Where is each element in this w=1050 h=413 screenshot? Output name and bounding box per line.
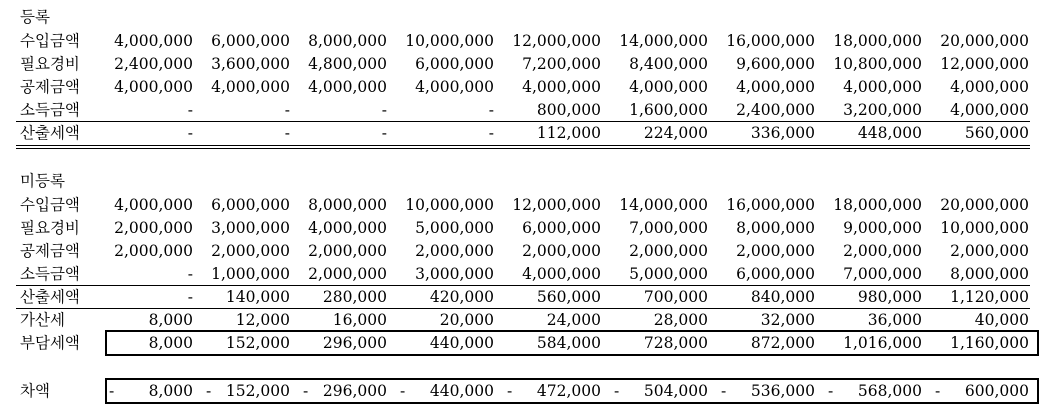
value-cell: 6,000,000 (211, 196, 290, 214)
value-cell: 8,400,000 (629, 55, 708, 73)
value-cell: 8,000,000 (308, 32, 387, 50)
value-cell: 840,000 (750, 288, 815, 306)
value-cell: 800,000 (536, 101, 601, 119)
unregistered-row (0, 217, 1050, 240)
value-cell: 3,000,000 (415, 265, 494, 283)
value-cell: 296,000 (322, 382, 387, 400)
value-cell: 2,000,000 (522, 242, 601, 260)
value-cell: 728,000 (643, 334, 708, 352)
value-cell: 12,000,000 (512, 196, 601, 214)
value-cell: 24,000 (546, 311, 601, 329)
value-cell: 4,000,000 (211, 78, 290, 96)
value-cell: 6,000,000 (522, 219, 601, 237)
value-cell: 16,000 (332, 311, 387, 329)
value-cell: 9,600,000 (736, 55, 815, 73)
value-cell: 1,000,000 (211, 265, 290, 283)
value-cell: 1,600,000 (629, 101, 708, 119)
value-cell: 20,000,000 (940, 196, 1029, 214)
value-cell: 32,000 (760, 311, 815, 329)
value-cell: 8,000,000 (736, 219, 815, 237)
value-cell: 560,000 (536, 288, 601, 306)
value-cell: 7,000,000 (629, 219, 708, 237)
value-cell: 6,000,000 (211, 32, 290, 50)
value-cell: - (187, 288, 193, 306)
value-cell: 3,600,000 (211, 55, 290, 73)
value-cell: 420,000 (429, 288, 494, 306)
value-cell: 10,000,000 (405, 196, 494, 214)
value-cell: 10,800,000 (833, 55, 922, 73)
minus-sign: - (935, 382, 941, 400)
value-cell: 40,000 (974, 311, 1029, 329)
value-cell: 18,000,000 (833, 32, 922, 50)
value-cell: - (284, 101, 290, 119)
minus-sign: - (828, 382, 834, 400)
value-cell: - (187, 124, 193, 142)
value-cell: 448,000 (857, 124, 922, 142)
row-label: 필요경비 (20, 55, 80, 73)
value-cell: 2,000,000 (843, 242, 922, 260)
value-cell: 4,000,000 (522, 78, 601, 96)
value-cell: 2,400,000 (114, 55, 193, 73)
divider-line (16, 285, 1030, 286)
value-cell: 20,000 (439, 311, 494, 329)
value-cell: 152,000 (225, 334, 290, 352)
section-title-registered: 등록 (20, 8, 50, 26)
value-cell: 4,000,000 (114, 78, 193, 96)
value-cell: 5,000,000 (415, 219, 494, 237)
value-cell: 2,000,000 (415, 242, 494, 260)
value-cell: 536,000 (750, 382, 815, 400)
value-cell: 4,000,000 (114, 32, 193, 50)
minus-sign: - (109, 382, 115, 400)
value-cell: 440,000 (429, 334, 494, 352)
row-label: 산출세액 (20, 288, 80, 306)
registered-row (0, 76, 1050, 99)
value-cell: 4,000,000 (736, 78, 815, 96)
value-cell: 280,000 (322, 288, 387, 306)
value-cell: 28,000 (653, 311, 708, 329)
value-cell: 2,000,000 (736, 242, 815, 260)
value-cell: 3,200,000 (843, 101, 922, 119)
unregistered-row (0, 309, 1050, 332)
value-cell: 10,000,000 (940, 219, 1029, 237)
value-cell: 2,000,000 (114, 242, 193, 260)
value-cell: 2,000,000 (629, 242, 708, 260)
value-cell: 1,016,000 (843, 334, 922, 352)
value-cell: 2,000,000 (950, 242, 1029, 260)
value-cell: 6,000,000 (415, 55, 494, 73)
value-cell: 2,000,000 (114, 219, 193, 237)
value-cell: 2,000,000 (308, 265, 387, 283)
value-cell: 440,000 (429, 382, 494, 400)
value-cell: 12,000 (235, 311, 290, 329)
row-label: 수입금액 (20, 32, 80, 50)
value-cell: 4,000,000 (308, 78, 387, 96)
value-cell: 296,000 (322, 334, 387, 352)
minus-sign: - (721, 382, 727, 400)
minus-sign: - (303, 382, 309, 400)
value-cell: - (488, 124, 494, 142)
value-cell: 1,120,000 (950, 288, 1029, 306)
double-underline (16, 148, 1030, 149)
value-cell: 4,000,000 (843, 78, 922, 96)
row-label: 공제금액 (20, 242, 80, 260)
minus-sign: - (400, 382, 406, 400)
value-cell: 3,000,000 (211, 219, 290, 237)
value-cell: 600,000 (964, 382, 1029, 400)
row-label: 소득금액 (20, 101, 80, 119)
registered-row (0, 99, 1050, 122)
value-cell: 2,400,000 (736, 101, 815, 119)
value-cell: 7,200,000 (522, 55, 601, 73)
minus-sign: - (614, 382, 620, 400)
value-cell: 16,000,000 (726, 32, 815, 50)
row-label: 가산세 (20, 311, 65, 329)
double-underline (16, 145, 1030, 146)
value-cell: 8,000 (148, 311, 193, 329)
value-cell: - (284, 124, 290, 142)
registered-row (0, 122, 1050, 145)
value-cell: 4,000,000 (308, 219, 387, 237)
value-cell: 6,000,000 (736, 265, 815, 283)
value-cell: 4,800,000 (308, 55, 387, 73)
value-cell: 20,000,000 (940, 32, 1029, 50)
value-cell: - (187, 101, 193, 119)
value-cell: 224,000 (643, 124, 708, 142)
minus-sign: - (507, 382, 513, 400)
value-cell: - (381, 124, 387, 142)
value-cell: 16,000,000 (726, 196, 815, 214)
row-label: 차액 (20, 382, 50, 400)
value-cell: 584,000 (536, 334, 601, 352)
value-cell: 5,000,000 (629, 265, 708, 283)
unregistered-row (0, 286, 1050, 309)
value-cell: 4,000,000 (950, 101, 1029, 119)
value-cell: 14,000,000 (619, 32, 708, 50)
row-label: 공제금액 (20, 78, 80, 96)
value-cell: 4,000,000 (114, 196, 193, 214)
value-cell: 872,000 (750, 334, 815, 352)
value-cell: 12,000,000 (940, 55, 1029, 73)
value-cell: 9,000,000 (843, 219, 922, 237)
burden-tax-box (105, 330, 1039, 356)
registered-row (0, 53, 1050, 76)
row-label: 수입금액 (20, 196, 80, 214)
row-label: 산출세액 (20, 124, 80, 142)
value-cell: 2,000,000 (308, 242, 387, 260)
unregistered-row (0, 240, 1050, 263)
value-cell: - (381, 101, 387, 119)
section-title-unregistered: 미등록 (20, 172, 65, 190)
value-cell: 504,000 (643, 382, 708, 400)
value-cell: 1,160,000 (950, 334, 1029, 352)
difference-row (0, 380, 1050, 403)
value-cell: - (488, 101, 494, 119)
value-cell: 112,000 (536, 124, 601, 142)
registered-row (0, 30, 1050, 53)
divider-line (16, 308, 1030, 309)
unregistered-row (0, 194, 1050, 217)
value-cell: 336,000 (750, 124, 815, 142)
value-cell: 8,000,000 (308, 196, 387, 214)
value-cell: 560,000 (964, 124, 1029, 142)
value-cell: 2,000,000 (211, 242, 290, 260)
value-cell: - (187, 265, 193, 283)
minus-sign: - (206, 382, 212, 400)
unregistered-row (0, 263, 1050, 286)
value-cell: 12,000,000 (512, 32, 601, 50)
value-cell: 18,000,000 (833, 196, 922, 214)
divider-line (16, 121, 1030, 122)
row-label: 필요경비 (20, 219, 80, 237)
value-cell: 4,000,000 (415, 78, 494, 96)
row-label: 소득금액 (20, 265, 80, 283)
value-cell: 4,000,000 (950, 78, 1029, 96)
value-cell: 4,000,000 (629, 78, 708, 96)
value-cell: 10,000,000 (405, 32, 494, 50)
value-cell: 568,000 (857, 382, 922, 400)
value-cell: 472,000 (536, 382, 601, 400)
value-cell: 14,000,000 (619, 196, 708, 214)
value-cell: 36,000 (867, 311, 922, 329)
value-cell: 980,000 (857, 288, 922, 306)
value-cell: 140,000 (225, 288, 290, 306)
row-label: 부담세액 (20, 334, 80, 352)
value-cell: 8,000,000 (950, 265, 1029, 283)
value-cell: 7,000,000 (843, 265, 922, 283)
value-cell: 4,000,000 (522, 265, 601, 283)
value-cell: 152,000 (225, 382, 290, 400)
value-cell: 8,000 (148, 382, 193, 400)
value-cell: 8,000 (148, 334, 193, 352)
value-cell: 700,000 (643, 288, 708, 306)
